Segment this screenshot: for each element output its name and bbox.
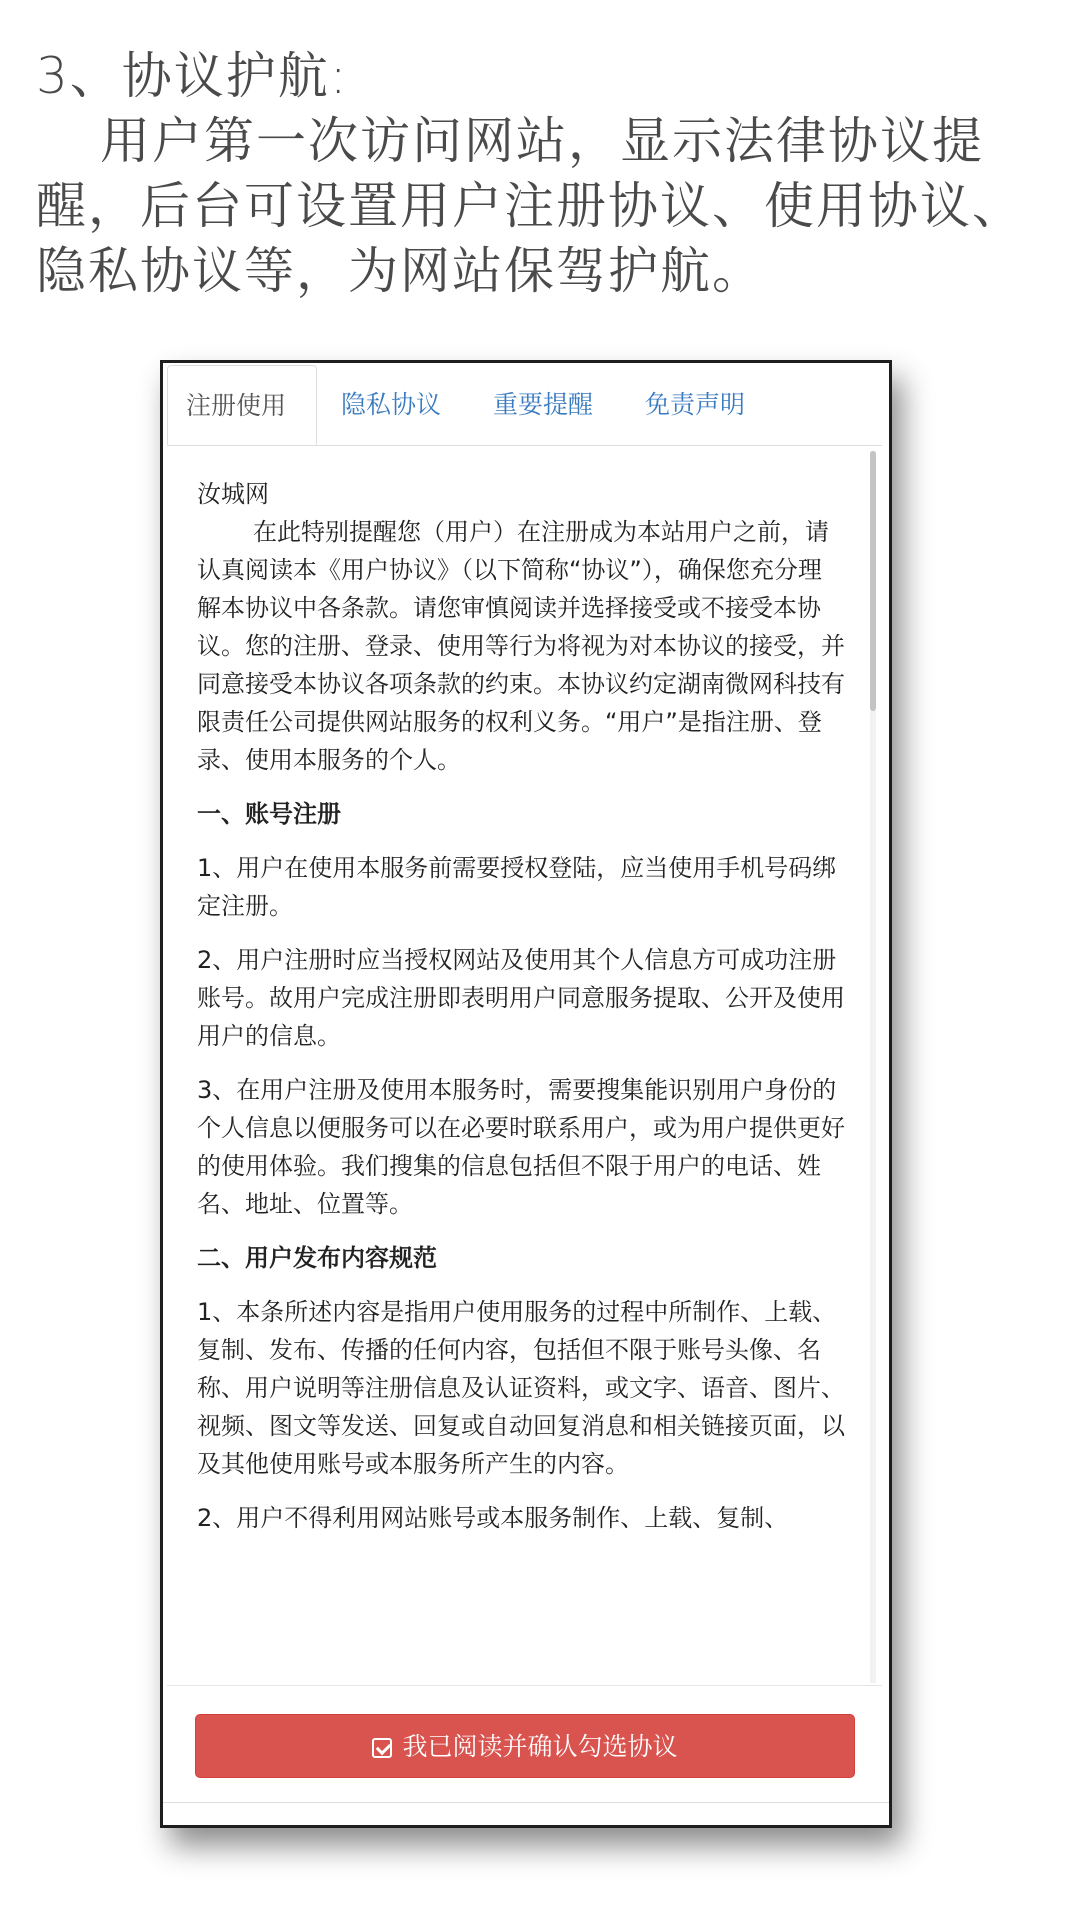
modal-footer bbox=[167, 1685, 882, 1801]
tab-register-usage[interactable]: 注册使用 bbox=[167, 365, 317, 445]
section-title-content-rules: 二、用户发布内容规范 bbox=[197, 1244, 437, 1272]
tab-important-notice[interactable]: 重要提醒 bbox=[493, 390, 594, 419]
agreement-lead: 在此特别提醒您（用户）在注册成为本站用户之前，请认真阅读本《用户协议》（以下简称“协议”），确保您充分理解本协议中各条款。请您审慎阅读并选择接受或不接受本协议。您的注册、登录、使用等行为将视为对本协议的接受，并同意接受本协议各项条款的约束。本协议约定湖南微网科技有限责任公司提供网站服务的权利义务。“用户”是指注册、登录、使用本服务的个人。 bbox=[197, 518, 845, 774]
clause-paragraph: 1、本条所述内容是指用户使用服务的过程中所制作、上载、复制、发布、传播的任何内容，包括但不限于账号头像、名称、用户说明等注册信息及认证资料，或文字、语音、图片、视频、图文等发送、回复或自动回复消息和相关链接页面，以及其他使用账号或本服务所产生的内容。 bbox=[197, 1298, 845, 1478]
clause-paragraph: 3、在用户注册及使用本服务时，需要搜集能识别用户身份的个人信息以便服务可以在必要时联系用户，或为用户提供更好的使用体验。我们搜集的信息包括但不限于用户的电话、姓名、地址、位置等。 bbox=[197, 1076, 845, 1218]
scrollbar-thumb[interactable] bbox=[870, 451, 876, 711]
clause-paragraph: 2、用户不得利用网站账号或本服务制作、上载、复制、 bbox=[197, 1504, 789, 1532]
page-bottom-nav-underlay bbox=[163, 1802, 889, 1825]
agreement-content[interactable] bbox=[197, 475, 845, 1685]
content-scrollbar[interactable] bbox=[870, 451, 876, 1683]
tab-disclaimer[interactable]: 免责声明 bbox=[645, 390, 746, 419]
confirm-agreement-button[interactable] bbox=[195, 1714, 855, 1778]
intro-body: 用户第一次访问网站，显示法律协议提醒，后台可设置用户注册协议、使用协议、隐私协议等，为网站保驾护航。 bbox=[36, 112, 1024, 300]
tab-privacy[interactable]: 隐私协议 bbox=[341, 390, 442, 419]
agreement-modal bbox=[167, 365, 882, 1801]
phone-screenshot bbox=[160, 360, 892, 1828]
agreement-tabs bbox=[167, 365, 882, 446]
clause-paragraph: 2、用户注册时应当授权网站及使用其个人信息方可成功注册账号。故用户完成注册即表明用户同意服务提取、公开及使用用户的信息。 bbox=[197, 946, 845, 1050]
site-name: 汝城网 bbox=[197, 480, 269, 508]
intro-title: 3、协议护航: bbox=[36, 47, 349, 105]
confirm-label: 我已阅读并确认勾选协议 bbox=[402, 1732, 678, 1761]
check-square-icon bbox=[372, 1738, 392, 1758]
intro-text bbox=[36, 44, 1046, 304]
clause-paragraph: 1、用户在使用本服务前需要授权登陆，应当使用手机号码绑定注册。 bbox=[197, 854, 837, 920]
section-title-account: 一、账号注册 bbox=[197, 800, 341, 828]
